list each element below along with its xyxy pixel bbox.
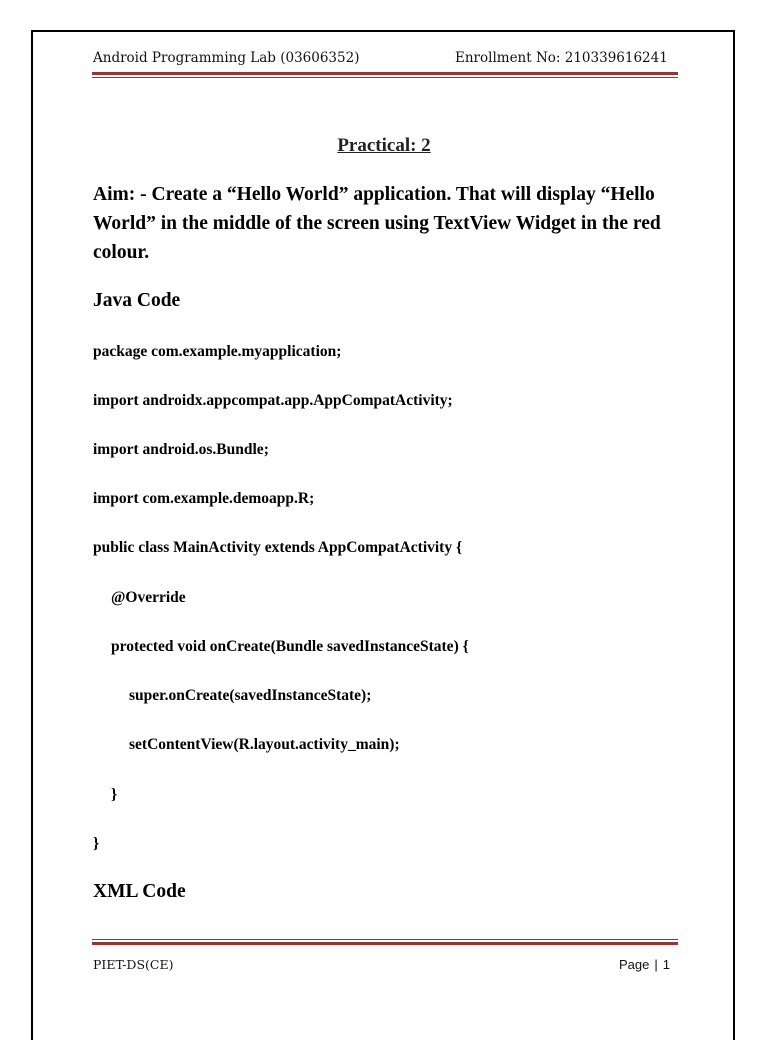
aim-paragraph: Aim: - Create a “Hello World” application. That will display “Hello World” in the middle of the screen using TextView Widget in the red colour. [93,184,661,263]
code-line: @Override [111,589,186,606]
code-line: } [93,835,100,852]
code-line: import androidx.appcompat.app.AppCompatActivity; [93,392,453,409]
code-line: protected void onCreate(Bundle savedInstanceState) { [111,638,469,655]
code-line: super.onCreate(savedInstanceState); [129,687,372,704]
page-separator: | [654,957,658,972]
code-line: import com.example.demoapp.R; [93,490,315,507]
header-enrollment: Enrollment No: 210339616241 [455,50,668,66]
footer-institute: PIET-DS(CE) [93,957,174,972]
java-code-heading: Java Code [93,290,181,311]
header-course: Android Programming Lab (03606352) [93,50,360,66]
code-line: setContentView(R.layout.activity_main); [129,736,400,753]
page-label: Page [619,957,650,972]
header-rule-thick [92,72,678,75]
header-rule-thin [92,77,678,78]
practical-title: Practical: 2 [337,135,431,156]
page-title [0,135,768,157]
code-line: public class MainActivity extends AppCompatActivity { [93,539,463,556]
xml-code-heading: XML Code [93,881,186,902]
code-line: package com.example.myapplication; [93,343,342,360]
code-line: } [111,786,118,803]
page-number: 1 [662,957,670,972]
footer-rule-thick [92,942,678,945]
footer-rule-thin [92,939,678,940]
footer-page-number [619,957,670,972]
code-line: import android.os.Bundle; [93,441,269,458]
